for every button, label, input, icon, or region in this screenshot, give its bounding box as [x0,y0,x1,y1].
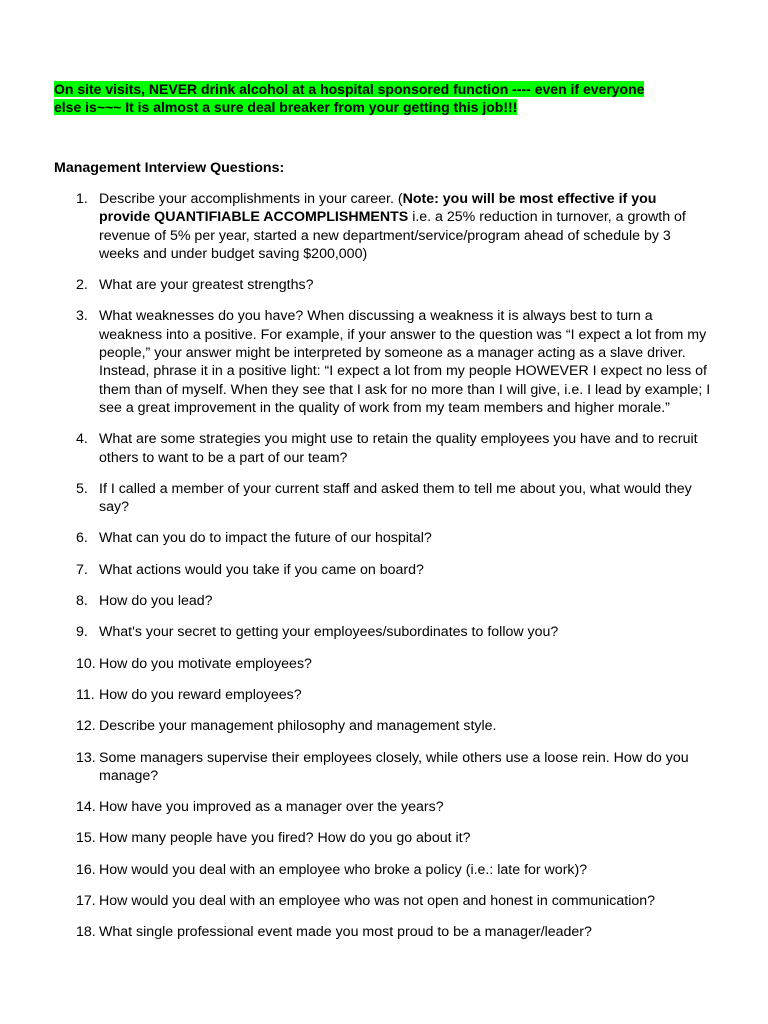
question-text: How do you motivate employees? [99,655,312,672]
question-text: What single professional event made you most proud to be a manager/leader? [99,924,592,941]
question-number: 3. [76,308,88,325]
question-item [0,923,711,941]
question-number: 8. [76,593,88,610]
question-text: What weaknesses do you have? When discussing a weakness it is always best to turn a weakness into a positive. For example, if your answer to the question was “I expect a lot from my people,” your answer might be interpreted by someone as a manager acting as a slave driver. Instead, phrase it in a positive light: “I expect a lot from my people HOWEVER I expect no less of them than of myself. When they see that I ask for no more than I will give, i.e. I lead by example; I see a great improvement in the quality of work from my team members and higher morale.” [99,308,711,416]
question-text: How do you lead? [99,593,213,610]
alcohol-warning [54,80,714,116]
question-item [0,655,711,673]
question-number: 18. [76,924,96,941]
question-item [0,623,711,641]
question-number: 2. [76,277,88,294]
question-list [0,190,768,955]
question-number: 10. [76,655,96,672]
question-number: 15. [76,830,96,847]
question-text: What actions would you take if you came on board? [99,561,424,578]
question-text: Describe your accomplishments in your career. ( [99,191,403,207]
question-number: 4. [76,431,88,448]
question-text: What's your secret to getting your employees/subordinates to follow you? [99,624,559,641]
question-item [0,561,711,579]
question-number: 9. [76,624,88,641]
section-heading: Management Interview Questions: [54,160,285,176]
question-item [0,749,711,786]
question-number: 6. [76,530,88,547]
question-text: Some managers supervise their employees closely, while others use a loose rein. How do you manage? [99,749,689,784]
question-text: How do you reward employees? [99,686,302,703]
question-item [0,717,711,735]
question-item [0,892,711,910]
question-number: 7. [76,561,88,578]
question-number: 14. [76,799,96,816]
question-item [0,190,711,263]
question-item [0,829,711,847]
question-number: 11. [76,686,95,703]
warning-line-2: else is~~~ It is almost a sure deal breaker from your getting this job!!! [54,99,518,115]
question-text: If I called a member of your current staff and asked them to tell me about you, what would they say? [99,480,692,516]
question-item [0,480,711,517]
question-text: What can you do to impact the future of our hospital? [99,530,432,547]
question-number: 13. [76,749,96,766]
warning-line-1: On site visits, NEVER drink alcohol at a hospital sponsored function ---- even if everyone [54,81,645,97]
question-text: What are some strategies you might use to retain the quality employees you have and to recruit others to want to be a part of our team? [99,431,698,466]
question-number: 16. [76,861,96,878]
question-item [0,592,711,610]
question-text: How have you improved as a manager over the years? [99,799,444,816]
question-item [0,529,711,547]
question-number: 12. [76,718,96,735]
question-item [0,276,711,294]
question-item [0,686,711,704]
question-note: Note: you will be most effective if you provide QUANTIFIABLE ACCOMPLISHMENTS [99,191,657,226]
question-item [0,798,711,816]
question-text: How many people have you fired? How do you go about it? [99,830,471,847]
question-text: What are your greatest strengths? [99,277,314,294]
question-text: How would you deal with an employee who was not open and honest in communication? [99,893,656,910]
question-item [0,861,711,879]
question-text: Describe your management philosophy and management style. [99,718,497,735]
question-number: 5. [76,480,88,497]
question-number: 17. [76,893,96,910]
question-text-cont: i.e. a 25% reduction in turnover, a growth of revenue of 5% per year, started a new department/service/program ahead of schedule by 3 weeks and under budget saving $200,000) [99,209,686,262]
question-item [0,307,711,417]
question-number: 1. [76,191,88,207]
question-item [0,430,711,467]
question-text: How would you deal with an employee who broke a policy (i.e.: late for work)? [99,861,588,878]
